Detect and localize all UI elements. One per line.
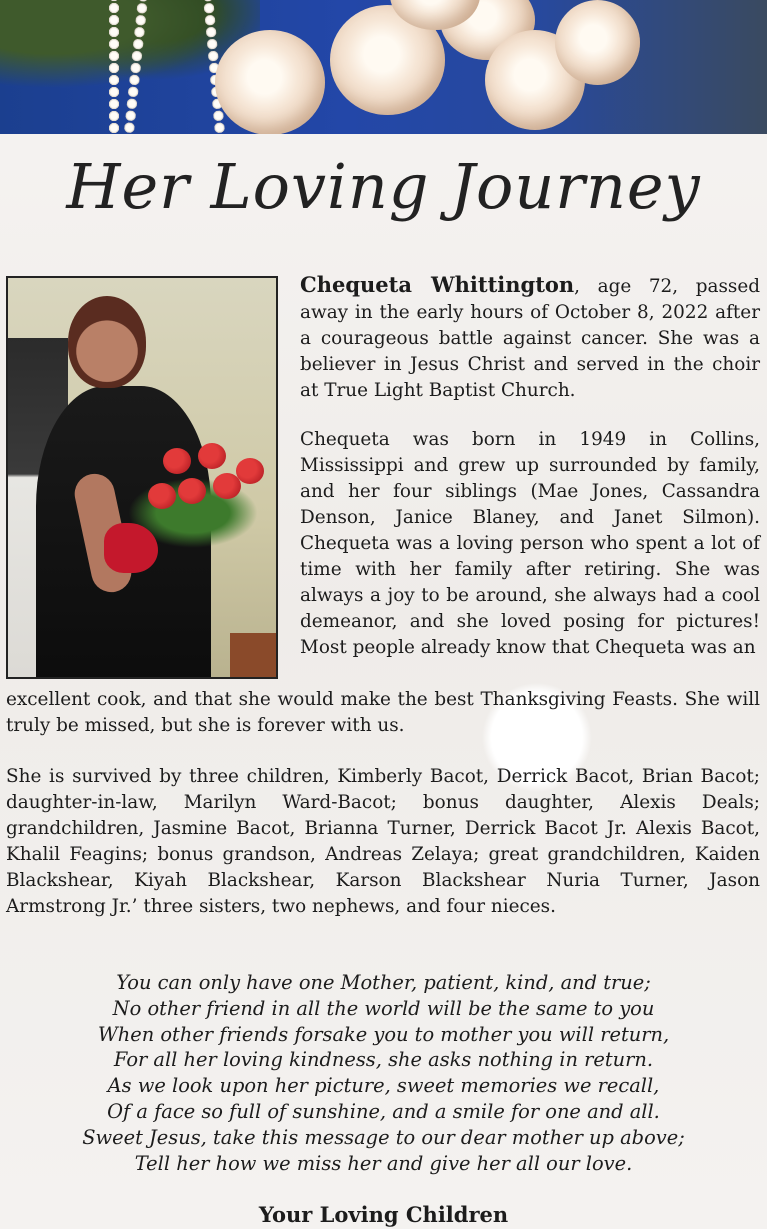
signoff: Your Loving Children [258, 1202, 509, 1227]
ribbon [104, 523, 158, 573]
poem-line: You can only have one Mother, patient, kind, and true; [116, 971, 651, 994]
poem-line: Sweet Jesus, take this message to our dear mother up above; [82, 1125, 685, 1149]
poem-line: For all her loving kindness, she asks nothing in return. [113, 1048, 654, 1072]
obituary-intro: Chequeta Whittington, age 72, passed away in the early hours of October 8, 2022 after a courageous battle against cancer. She was a believer in Jesus Christ and served in the choir at True Light Baptist Church. [300, 272, 760, 401]
poem-line: Tell her how we miss her and give her all our love. [134, 1151, 633, 1175]
poem-line: Of a face so full of sunshine, and a smile for one and all. [107, 1099, 660, 1123]
poem [0, 970, 767, 1176]
rose-image [215, 30, 325, 134]
poem-line: No other friend in all the world will be the same to you [112, 996, 655, 1020]
header-banner-roses [0, 0, 767, 134]
poem-line: As we look upon her picture, sweet memories we recall, [107, 1074, 660, 1098]
portrait-photo [6, 276, 278, 679]
obituary-biography-continued: excellent cook, and that she would make the best Thanksgiving Feasts. She will truly be missed, but she is forever with us. [6, 689, 760, 736]
survivors-paragraph: She is survived by three children, Kimberly Bacot, Derrick Bacot, Brian Bacot; daughter-in-law, Marilyn Ward-Bacot; bonus daughter, Alexis Deals; grandchildren, Jasmine Bacot, Brianna Turner, Derrick Bacot Jr. Alexis Bacot, Khalil Feagins; bonus grandson, Andreas Zelaya; great grandchildren, Kaiden Blackshear, Kiyah Blackshear, Karson Blackshear Nuria Turner, Jason Armstrong Jr.’ three sisters, two nephews, and four nieces. [6, 766, 760, 917]
obituary-biography: Chequeta was born in 1949 in Collins, Mississippi and grew up surrounded by family, and her four siblings (Mae Jones, Cassandra Denson, Janice Blaney, and Janet Silmon). Chequeta was a loving person who spent a lot of time with her family after retiring. She was always a joy to be around, she always had a cool demeanor, and she loved posing for pictures! Most people already know that Chequeta was an [300, 429, 760, 658]
page-heading: Her Loving Journey [66, 150, 701, 223]
rose-image [555, 0, 640, 85]
pearl-strand [108, 0, 120, 134]
poem-line: When other friends forsake you to mother you will return, [97, 1022, 670, 1046]
deceased-name: Chequeta Whittington [300, 272, 575, 297]
